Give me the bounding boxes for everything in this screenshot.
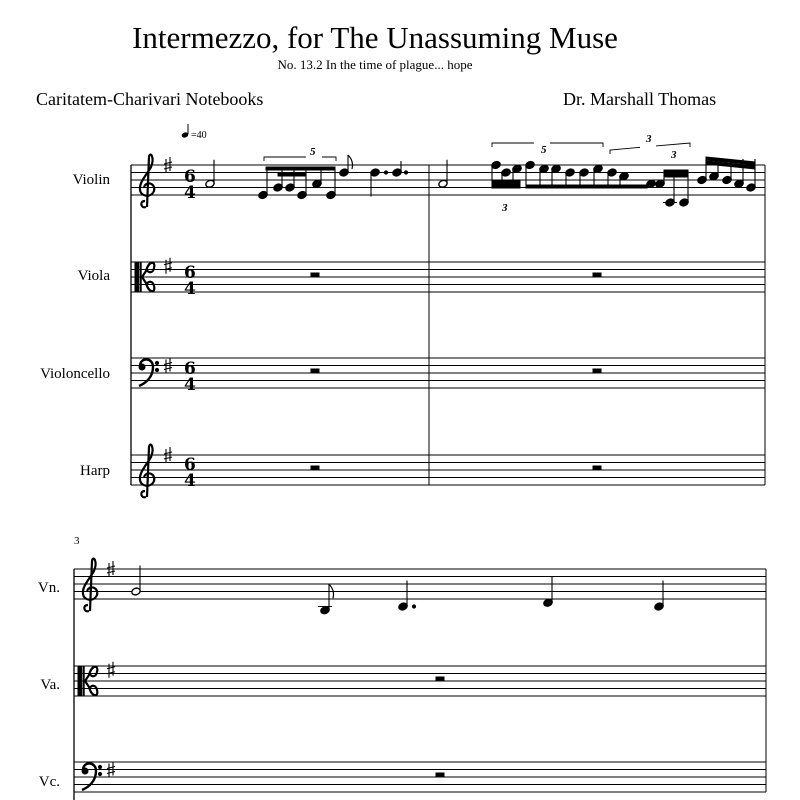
- beam: [664, 170, 688, 173]
- beam: [266, 167, 335, 170]
- time-sig-numerator: 6: [184, 167, 196, 187]
- whole-rest: [311, 273, 319, 277]
- instrument-label-vc: Vc.: [38, 774, 60, 790]
- time-sig-denominator: 4: [184, 183, 196, 203]
- tempo-value: =40: [191, 130, 207, 141]
- bass-clef-dot: [98, 772, 101, 775]
- tuplet-bracket: [492, 143, 534, 147]
- sharp-icon: [164, 258, 172, 274]
- alto-clef-bar: [78, 666, 82, 696]
- tempo-marking: [181, 124, 207, 141]
- tuplet-number: 3: [646, 133, 652, 145]
- tuplet-bracket: [550, 143, 603, 147]
- whole-rest: [436, 773, 444, 777]
- alto-clef-bar: [140, 262, 141, 292]
- time-sig-numerator: 6: [184, 359, 196, 379]
- whole-rest: [593, 369, 601, 373]
- alto-clef-bar: [135, 262, 139, 292]
- tuplet-bracket: [656, 143, 690, 147]
- tuplet-bracket: [322, 157, 336, 161]
- tuplet-number: 3: [502, 202, 508, 214]
- instrument-label-violoncello: Violoncello: [40, 366, 110, 382]
- whole-rest: [593, 466, 601, 470]
- beam: [608, 185, 647, 188]
- tuplet-bracket: [610, 147, 640, 154]
- instrument-label-viola: Viola: [77, 268, 110, 284]
- treble-clef-icon: [83, 559, 97, 612]
- whole-rest: [593, 273, 601, 277]
- bass-clef-dot: [139, 364, 145, 370]
- tuplet-number: 5: [310, 146, 316, 158]
- beam: [526, 185, 608, 188]
- beam: [492, 181, 520, 184]
- measure-number: 3: [74, 535, 80, 547]
- time-sig-numerator: 6: [184, 263, 196, 283]
- time-sig-denominator: 4: [184, 471, 196, 491]
- beam: [278, 173, 306, 176]
- beam: [492, 185, 520, 188]
- augmentation-dot: [404, 171, 407, 174]
- tuplet-number: 5: [541, 144, 547, 156]
- alto-clef-bar: [83, 666, 84, 696]
- time-sig-denominator: 4: [184, 375, 196, 395]
- instrument-label-vn: Vn.: [37, 580, 60, 596]
- beam: [664, 174, 688, 177]
- treble-clef-icon: [140, 155, 154, 208]
- tuplet-number: 3: [671, 149, 677, 161]
- bass-clef-dot: [155, 361, 158, 364]
- tuplet-bracket: [264, 157, 306, 161]
- time-signatures: [184, 167, 196, 491]
- collection-credit: Caritatem-Charivari Notebooks: [36, 89, 264, 109]
- whole-rest: [311, 369, 319, 373]
- augmentation-dot: [384, 171, 387, 174]
- augmentation-dot: [412, 605, 415, 608]
- instrument-label-va: Va.: [40, 677, 60, 693]
- bass-clef-dot: [82, 768, 88, 774]
- bass-clef-dot: [155, 368, 158, 371]
- instrument-label-violin: Violin: [72, 172, 110, 188]
- score-subtitle: No. 13.2 In the time of plague... hope: [277, 57, 473, 72]
- sharp-icon: [107, 662, 115, 678]
- time-sig-numerator: 6: [184, 455, 196, 475]
- treble-clef-icon: [140, 445, 154, 498]
- score-title: Intermezzo, for The Unassuming Muse: [132, 20, 618, 55]
- bass-clef-dot: [98, 765, 101, 768]
- composer-credit: Dr. Marshall Thomas: [563, 89, 717, 109]
- instrument-label-harp: Harp: [80, 463, 110, 479]
- whole-rest: [436, 677, 444, 681]
- time-sig-denominator: 4: [184, 279, 196, 299]
- whole-rest: [311, 466, 319, 470]
- note-flag: [348, 155, 353, 169]
